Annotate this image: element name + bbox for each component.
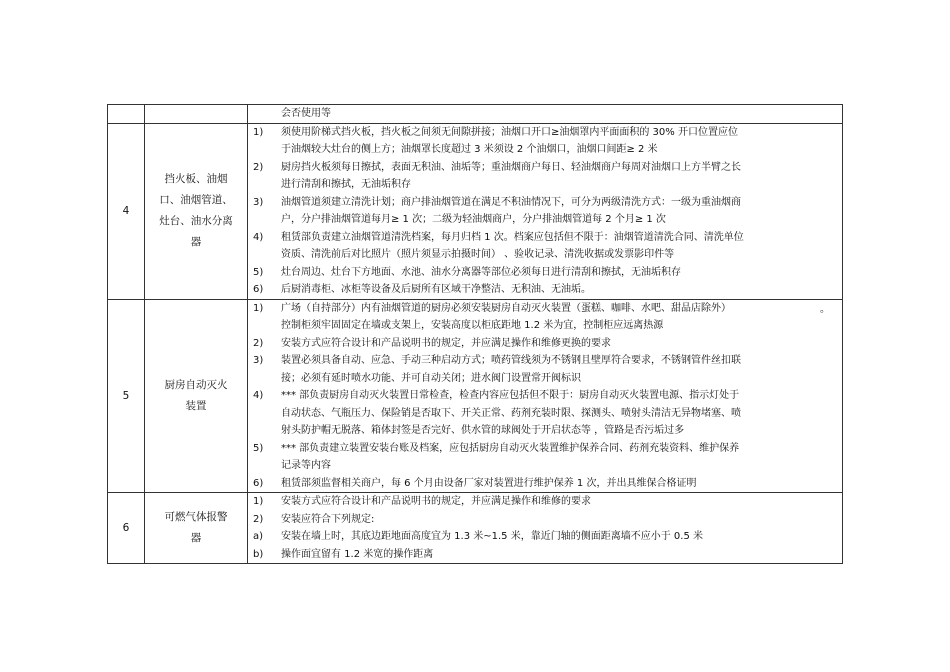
list-marker xyxy=(248,211,281,229)
table-row xyxy=(108,105,843,124)
document-page xyxy=(107,104,843,564)
item-name-line: 灶台、油水分离 xyxy=(159,215,233,227)
requirement-text: 租赁部须监督相关商户，每 6 个月由设备厂家对装置进行维护保养 1 次，并出具维保合格证明 xyxy=(281,477,697,489)
requirement-text: 厨房挡火板须每日擦拭，表面无积油、油垢等；重油烟商户每日、轻油烟商户每周对油烟口上方半臂之长 xyxy=(281,161,741,173)
item-name-cell xyxy=(145,123,248,299)
requirement-line xyxy=(248,105,842,123)
item-name-line: 装置 xyxy=(185,399,207,412)
list-marker xyxy=(248,105,281,123)
table-row xyxy=(108,299,843,493)
requirement-text: 安装在墙上时，其底边距地面高度宜为 1.3 米~1.5 米，靠近门轴的侧面距离墙不应小于 0.5 米 xyxy=(281,531,703,542)
list-marker xyxy=(248,405,281,423)
table-row xyxy=(108,493,843,564)
requirement-line xyxy=(248,511,842,529)
list-marker: 5) xyxy=(253,442,264,454)
requirement-text: 记录等内容 xyxy=(281,460,331,471)
table-row xyxy=(108,123,843,299)
requirement-line xyxy=(248,281,842,299)
list-marker: 1) xyxy=(253,302,264,314)
requirement-text: 户，分户排油烟管道每月≥ 1 次；二级为轻油烟商户，分户排油烟管道每 2 个月≥ 1 次 xyxy=(281,214,666,225)
requirement-text: 租赁部负责建立油烟管道清洗档案，每月归档 1 次。档案应包括但不限于：油烟管道清洗合同、清洗单位 xyxy=(281,231,744,243)
list-marker xyxy=(248,246,281,264)
requirement-text: 装置必须具备自动、应急、手动三种启动方式；喷药管线须为不锈钢且壁厚符合要求，不锈钢管件丝扣联 xyxy=(281,355,741,366)
requirement-text: 安装方式应符合设计和产品说明书的规定，并应满足操作和维修更换的要求 xyxy=(281,337,611,349)
requirement-line xyxy=(248,124,842,142)
requirement-line xyxy=(248,546,842,564)
list-marker xyxy=(248,317,281,335)
item-name-line: 器 xyxy=(190,236,202,248)
list-marker: 3) xyxy=(253,355,264,366)
list-marker xyxy=(248,422,281,440)
requirements-cell xyxy=(248,493,843,564)
requirement-text: 会否使用等 xyxy=(281,108,331,119)
requirement-line xyxy=(248,264,842,282)
list-marker: 2) xyxy=(253,513,264,525)
requirement-line xyxy=(248,159,842,177)
item-name-cell xyxy=(145,493,248,564)
row-number: 6 xyxy=(108,493,145,564)
safety-requirements-table xyxy=(107,104,843,564)
list-marker xyxy=(248,141,281,159)
requirement-text: 油烟管道须建立清洗计划；商户排油烟管道在满足不积油情况下，可分为两级清洗方式：一级为重油烟商 xyxy=(281,196,741,208)
requirement-line xyxy=(248,352,842,370)
requirement-line xyxy=(248,440,842,458)
list-marker: a) xyxy=(253,531,264,542)
requirement-text: 进行清刮和擦拭，无油垢积存 xyxy=(281,179,411,190)
requirement-text: 须使用阶梯式挡火板，挡火板之间须无间隙拼接；油烟口开口≥油烟罩内平面面积的 30% 开口位置应位 xyxy=(281,126,738,138)
list-marker: 6) xyxy=(253,477,264,489)
requirement-line xyxy=(248,370,842,388)
list-marker xyxy=(248,176,281,194)
list-marker: 1) xyxy=(253,496,264,507)
requirement-text: 自动状态、气瓶压力、保险销是否取下、开关正常、药剂充装时限、探测头、喷射头清洁无异物堵塞、喷 xyxy=(281,407,741,419)
row-number xyxy=(108,105,145,124)
list-marker: 3) xyxy=(253,196,264,208)
list-marker: 2) xyxy=(253,337,264,349)
list-marker: 2) xyxy=(253,161,264,173)
requirement-text: 安装方式应符合设计和产品说明书的规定，并应满足操作和维修的要求 xyxy=(281,496,591,507)
requirement-text: 广场（自持部分）内有油烟管道的厨房必须安装厨房自动灭火装置（蛋糕、咖啡、水吧、甜品店除外） xyxy=(281,302,731,314)
requirement-line xyxy=(248,194,842,212)
requirement-line xyxy=(248,141,842,159)
requirement-line xyxy=(248,317,842,335)
list-marker: 6) xyxy=(253,284,264,295)
requirement-text: 接；必须有延时喷水功能、并可自动关闭；进水阀门设置常开阀标识 xyxy=(281,372,581,384)
requirement-text: 资质、清洗前后对比照片（照片须显示拍摄时间） 、验收记录、清洗收据或发票影印件等 xyxy=(281,249,675,260)
requirement-text: 安装应符合下列规定: xyxy=(281,513,375,525)
list-marker xyxy=(248,370,281,388)
list-marker xyxy=(248,457,281,475)
requirement-line xyxy=(248,211,842,229)
requirement-line xyxy=(248,475,842,493)
requirement-line xyxy=(248,300,842,318)
requirement-line xyxy=(248,457,842,475)
list-marker: 1) xyxy=(253,126,264,138)
requirement-text: 于油烟较大灶台的侧上方；油烟罩长度超过 3 米须设 2 个油烟口，油烟口间距≥ 2 米 xyxy=(281,144,658,155)
requirement-line xyxy=(248,387,842,405)
requirement-text: 后厨消毒柜、冰柜等设备及后厨所有区域干净整洁、无积油、无油垢。 xyxy=(281,284,591,295)
requirement-text: 射头防护帽无脱落、箱体封签是否完好、供水管的球阀处于开启状态等 ，管路是否污垢过多 xyxy=(281,425,685,436)
list-marker: 5) xyxy=(253,266,264,278)
requirement-line xyxy=(248,335,842,353)
trailing-period: 。 xyxy=(820,304,830,315)
requirement-line xyxy=(248,229,842,247)
list-marker: 4) xyxy=(253,231,264,243)
requirement-line xyxy=(248,176,842,194)
requirement-line xyxy=(248,528,842,546)
item-name-line: 挡火板、油烟 xyxy=(164,173,228,185)
item-name-line: 器 xyxy=(190,532,202,544)
requirement-text: 操作面宜留有 1.2 米宽的操作距离 xyxy=(281,548,434,560)
item-name-cell xyxy=(145,105,248,124)
item-name-line: 口、油烟管道、 xyxy=(159,194,233,206)
item-name-line: 可燃气体报警 xyxy=(164,511,228,523)
requirement-line xyxy=(248,246,842,264)
requirement-line xyxy=(248,493,842,511)
item-name-cell xyxy=(145,299,248,493)
requirement-text: *** 部负责建立装置安装台账及档案，应包括厨房自动灭火装置维护保养合同、药剂充装资料、维护保养 xyxy=(281,442,740,454)
list-marker: 4) xyxy=(253,390,264,401)
requirements-cell xyxy=(248,299,843,493)
row-number: 5 xyxy=(108,299,145,493)
requirement-line xyxy=(248,422,842,440)
requirement-text: 控制柜须牢固固定在墙或支架上，安装高度以柜底距地 1.2 米为宜，控制柜应远离热源 xyxy=(281,320,664,331)
requirement-text: *** 部负责厨房自动灭火装置日常检查，检查内容应包括但不限于：厨房自动灭火装置电源、指示灯处于 xyxy=(281,390,740,401)
item-name-line: 厨房自动灭火 xyxy=(164,378,228,391)
requirements-cell xyxy=(248,105,843,124)
list-marker: b) xyxy=(253,548,264,560)
row-number: 4 xyxy=(108,123,145,299)
requirement-text: 灶台周边、灶台下方地面、水池、油水分离器等部位必须每日进行清刮和擦拭，无油垢积存 xyxy=(281,266,681,278)
table-body xyxy=(108,105,843,564)
requirements-cell xyxy=(248,123,843,299)
requirement-line xyxy=(248,405,842,423)
